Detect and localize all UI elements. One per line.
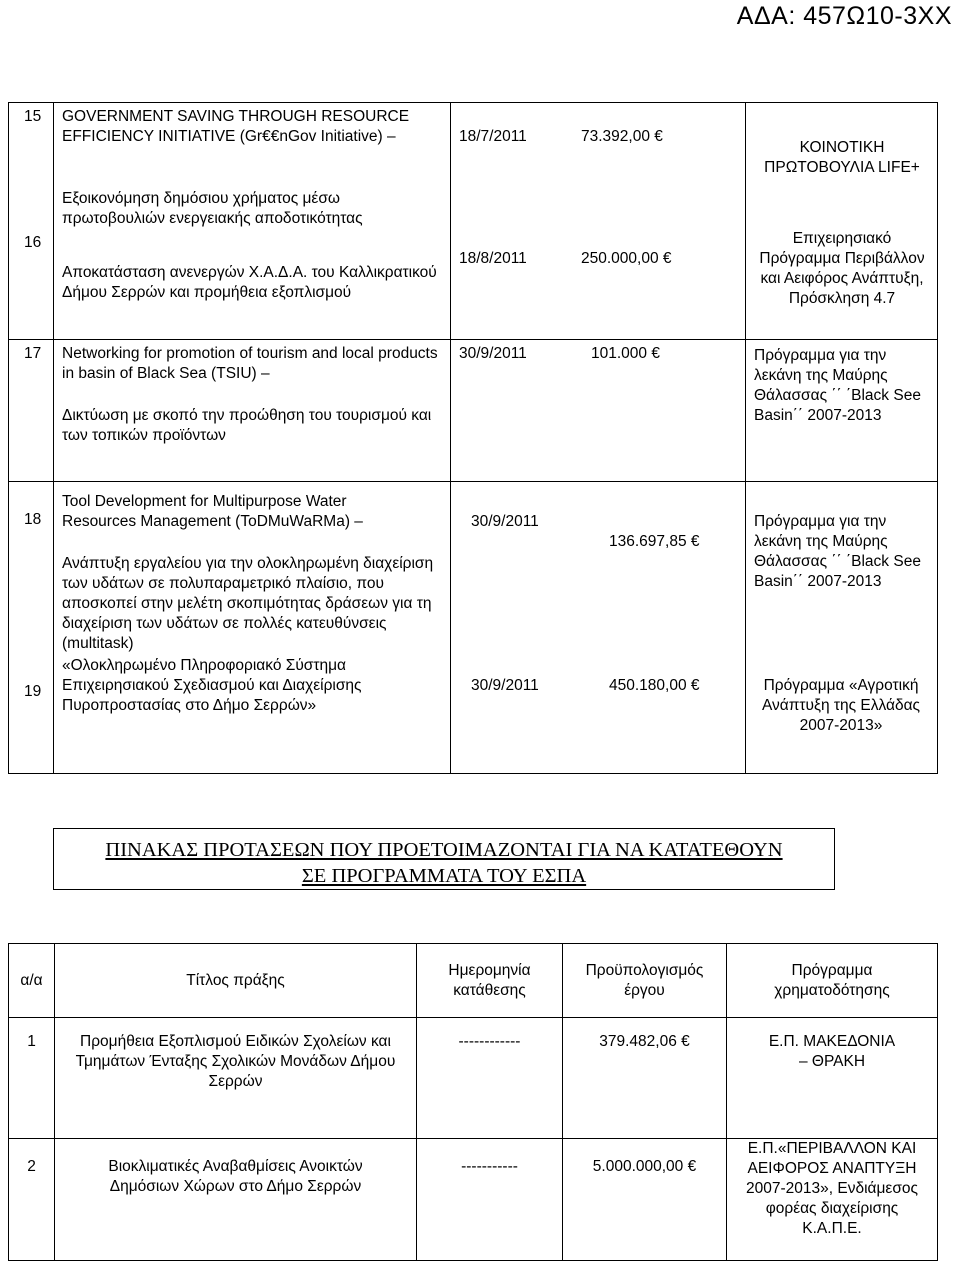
column-header: α/α [9,944,55,1018]
budget-amount: 450.180,00 € [609,677,700,694]
submission-date: 18/8/2011 [459,250,527,267]
submission-date: 30/9/2011 [471,677,539,694]
funding-program: Πρόγραμμα για την λεκάνη της Μαύρης Θάλασσας ΄΄ ΄Black See Basin΄΄ 2007-2013 [754,513,921,590]
budget-amount: 136.697,85 € [609,533,700,550]
funding-program: Πρόγραμμα «Αγροτική Ανάπτυξη της Ελλάδας 2007-2013» [761,677,921,734]
submission-date: 30/9/2011 [459,345,527,362]
table-row [9,1139,938,1261]
budget-amount: 101.000 € [591,345,660,362]
submission-date: 18/7/2011 [459,128,527,145]
project-title-greek: Εξοικονόμηση δημόσιου χρήματος μέσω πρωτοβουλιών ενεργειακής αποδοτικότητας [62,190,363,227]
project-title-greek: Ανάπτυξη εργαλείου για την ολοκληρωμένη διαχείριση των υδάτων σε πολυπαραμετρικό πλαίσιο, που αποσκοπεί στην μελέτη σκοπιμότητας δράσεων για τη διαχείριση των υδάτων σε πολλές κατευθύνσεις (multitask) [62,555,434,652]
proposal-title: Προμήθεια Εξοπλισμού Ειδικών Σχολείων και Τμημάτων Ένταξης Σχολικών Μονάδων Δήμου Σερρών [55,1018,417,1139]
project-title: «Ολοκληρωμένο Πληροφοριακό Σύστημα Επιχειρησιακού Σχεδιασμού και Διαχείρισης Πυροπροστασίας στο Δήμο Σερρών» [62,657,362,714]
project-title: Networking for promotion of tourism and local products in basin of Black Sea (TSIU) – [62,345,438,382]
budget-amount: 250.000,00 € [581,250,672,267]
budget-amount: 379.482,06 € [563,1018,727,1139]
row-number: 16 [24,234,42,251]
table-row [9,482,938,774]
document-code: ΑΔΑ: 457Ω10-3ΧΧ [736,2,952,30]
submission-date: ------------ [417,1018,563,1139]
column-header: Πρόγραμμα χρηματοδότησης [727,944,938,1018]
submission-date: 30/9/2011 [471,513,539,530]
row-number: 19 [24,683,42,700]
row-number: 2 [9,1139,55,1261]
projects-table [8,102,938,774]
table-row [9,103,938,340]
column-header: Ημερομηνία κατάθεσης [417,944,563,1018]
row-number: 1 [9,1018,55,1139]
column-header: Τίτλος πράξης [55,944,417,1018]
section-heading: ΠΙΝΑΚΑΣ ΠΡΟΤΑΣΕΩΝ ΠΟΥ ΠΡΟΕΤΟΙΜΑΖΟΝΤΑΙ ΓΙΑ ΝΑ ΚΑΤΑΤΕΘΟΥΝ ΣΕ ΠΡΟΓΡΑΜΜΑΤΑ ΤΟΥ ΕΣΠΑ [53,828,835,890]
funding-program: Ε.Π.«ΠΕΡΙΒΑΛΛΟΝ ΚΑΙ ΑΕΙΦΟΡΟΣ ΑΝΑΠΤΥΞΗ 2007-2013», Ενδιάμεσος φορέας διαχείρισης Κ.Α.Π.Ε. [727,1139,938,1261]
budget-amount: 73.392,00 € [581,128,663,145]
budget-amount: 5.000.000,00 € [563,1139,727,1261]
project-title: Αποκατάσταση ανενεργών Χ.Α.Δ.Α. του Καλλικρατικού Δήμου Σερρών και προμήθεια εξοπλισμού [62,264,437,301]
proposals-table [8,943,938,1261]
column-header: Προϋπολογισμός έργου [563,944,727,1018]
submission-date: ----------- [417,1139,563,1261]
proposal-title: Βιοκλιματικές Αναβαθμίσεις Ανοικτών Δημόσιων Χώρων στο Δήμο Σερρών [55,1139,417,1261]
table-row [9,340,938,482]
funding-program: Ε.Π. ΜΑΚΕΔΟΝΙΑ – ΘΡΑΚΗ [727,1018,938,1139]
project-title-greek: Δικτύωση με σκοπό την προώθηση του τουρισμού και των τοπικών προϊόντων [62,407,432,444]
row-number: 18 [24,511,42,528]
row-number: 15 [24,108,42,125]
project-title: GOVERNMENT SAVING THROUGH RESOURCE EFFICIENCY INITIATIVE (Gr€€nGov Initiative) – [62,108,410,145]
row-number: 17 [24,345,42,362]
funding-program: Πρόγραμμα για την λεκάνη της Μαύρης Θάλασσας ΄΄ ΄Black See Basin΄΄ 2007-2013 [754,347,921,424]
funding-program: Επιχειρησιακό Πρόγραμμα Περιβάλλον και Αειφόρος Ανάπτυξη, Πρόσκληση 4.7 [759,230,925,307]
funding-program: ΚΟΙΝΟΤΙΚΗ ΠΡΩΤΟΒΟΥΛΙΑ LIFE+ [764,139,920,176]
table-header-row [9,944,938,1018]
table-row [9,1018,938,1139]
project-title: Tool Development for Multipurpose Water Resources Management (ToDMuWaRMa) – [62,493,363,530]
